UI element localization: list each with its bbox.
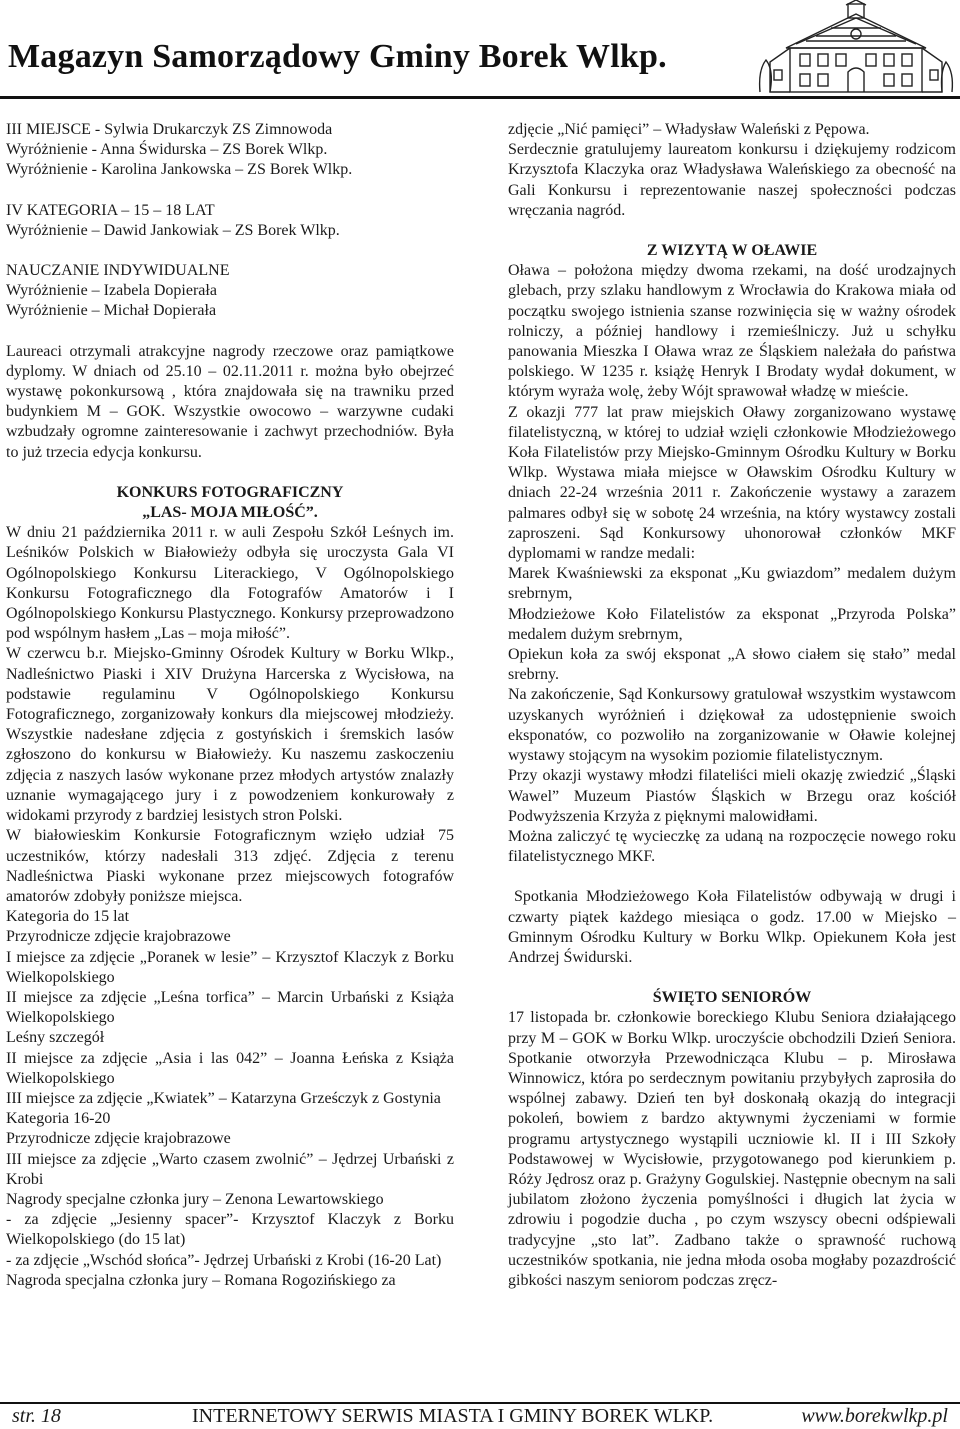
medal-line: Opiekun koła za swój eksponat „A słowo ciałem się stało” medal srebrny.	[508, 646, 956, 684]
page-number: str. 18	[12, 1405, 61, 1427]
results-line: II miejsce za zdjęcie „Leśna torfica” – Marcin Urbański z Książa Wielkopolskiego	[6, 988, 454, 1027]
paragraph: W dniu 21 października 2011 r. w auli Zespołu Szkół Leśnych im. Leśników Polskich w Białowieży odbyła się uroczysta Gala VI Ogólnopolskiego Konkursu Literackiego, V Ogólnopolskiego Konkursu Fotograficznego dla Fotografów Amatorów i I Ogólnopolskiego Konkursu Plastycznego. Konkursy przeprowadzono pod wspólnym hasłem „Las – moja miłość”.	[6, 524, 454, 643]
paragraph: Przy okazji wystawy młodzi filateliści mieli okazję zwiedzić „Śląski Wawel” Muzeum Piastów Śląskich w Brzegu oraz kościół Podwyższenia Krzyża z pięknymi malowidłami.	[508, 767, 956, 825]
award-line: Wyróżnienie – Dawid Jankowiak – ZS Borek Wlkp.	[6, 221, 340, 239]
results-line: II miejsce za zdjęcie „Asia i las 042” – Joanna Łeńska z Książa Wielkopolskiego	[6, 1049, 454, 1087]
footer-website-link[interactable]: www.borekwlkp.pl	[801, 1405, 948, 1427]
results-line: Przyrodnicze zdjęcie krajobrazowe	[6, 1130, 231, 1148]
paragraph: W białowieskim Konkursie Fotograficznym wzięło udział 75 uczestników, którzy nadesłali 313 zdjęć. Zdjęcia z terenu Nadleśnictwa Piaski wykonane przez miejscowych fotografów amatorów zdobyły poniższe miejsca.	[6, 827, 454, 905]
page-header	[0, 0, 960, 110]
paragraph: Z okazji 777 lat praw miejskich Oławy zorganizowano wystawę filatelistyczną, w której to udział wzięli członkowie Młodzieżowego Koła Filatelistów przy Miejsko-Gminnym Ośrodku Kultury w Borku Wlkp. Wystawa miała miejsce w Oławskim Ośrodku Kultury w dniach 22-24 września 2011 r. Zakończenie wystawy a zarazem palmares odbył się w sobotę 24 września, na który wystawcy zostali zaproszeni. Sąd Konkursowy uhonorował członków MKF dyplomami w randze medali:	[508, 403, 956, 563]
paragraph: Można zaliczyć tę wycieczkę za udaną na rozpoczęcie nowego roku filatelistycznego MKF.	[508, 827, 956, 866]
medal-line: Marek Kwaśniewski za eksponat „Ku gwiazdom” medalem dużym srebrnym,	[508, 565, 956, 603]
results-line: Przyrodnicze zdjęcie krajobrazowe	[6, 928, 231, 946]
results-line: Nagrody specjalne członka jury – Zenona Lewartowskiego	[6, 1190, 384, 1208]
award-line: III MIEJSCE - Sylwia Drukarczyk ZS Zimnowoda	[6, 121, 333, 138]
award-line: Wyróżnienie - Anna Świdurska – ZS Borek Wlkp.	[6, 141, 328, 159]
results-line: III miejsce za zdjęcie „Kwiatek” – Katarzyna Grześczyk z Gostynia	[6, 1089, 441, 1107]
award-line: Wyróżnienie - Karolina Jankowska – ZS Borek Wlkp.	[6, 161, 353, 179]
results-line: Kategoria 16-20	[6, 1110, 111, 1128]
page-footer	[0, 1405, 960, 1429]
results-line: - za zdjęcie „Wschód słońca”- Jędrzej Urbański z Krobi (16-20 Lat)	[6, 1251, 442, 1269]
results-line: III miejsce za zdjęcie „Warto czasem zwolnić” – Jędrzej Urbański z Krobi	[6, 1150, 454, 1188]
results-line: Nagroda specjalna członka jury – Romana Rogozińskiego za	[6, 1271, 396, 1289]
footer-service-title: INTERNETOWY SERWIS MIASTA I GMINY BOREK WLKP.	[192, 1405, 714, 1427]
header-divider	[0, 96, 960, 99]
town-hall-building-icon	[756, 0, 956, 95]
magazine-title: Magazyn Samorządowy Gminy Borek Wlkp.	[8, 38, 667, 75]
category-line: IV KATEGORIA – 15 – 18 LAT	[6, 201, 215, 219]
results-line: - za zdjęcie „Jesienny spacer”- Krzysztof Klaczyk z Borku Wielkopolskiego (do 15 lat)	[6, 1211, 454, 1249]
paragraph: Na zakończenie, Sąd Konkursowy gratulował wszystkim wystawcom uzyskanych wyróżnień i dziękował za udostępnienie swoich eksponatów, co pozwoliło na zorganizowanie w Oławie kolejnej wystawy stojącym na wysokim poziomie filatelistycznym.	[508, 686, 956, 765]
right-column	[508, 120, 956, 1291]
left-column	[6, 120, 454, 1291]
medal-line: Młodzieżowe Koło Filatelistów za eksponat „Przyroda Polska” medalem dużym srebrnym,	[508, 605, 956, 643]
section-heading: KONKURS FOTOGRAFICZNY	[116, 483, 344, 501]
results-line: I miejsce za zdjęcie „Poranek w lesie” – Krzysztof Klaczyk z Borku Wielkopolskiego	[6, 948, 454, 986]
footer-divider	[0, 1402, 960, 1404]
paragraph: Oława – położona między dwoma rzekami, na dość urodzajnych glebach, przy szlaku handlowym z Wrocławia do Krakowa miała od początku swojego istnienia szanse rozwinięcia się w ważny ośrodek rolniczy, a później handlowy i rzemieślniczy. Już u schyłku panowania Mieszka I Oława wraz ze Śląskiem należała do państwa polskiego. W 1235 r. książę Henryk I Brodaty wydał dokument, w którym wyraża wolę, żeby Wójt sprawował władzę w mieście.	[508, 262, 956, 401]
results-line: Kategoria do 15 lat	[6, 908, 130, 926]
results-line: Leśny szczegół	[6, 1029, 105, 1047]
paragraph: Laureaci otrzymali atrakcyjne nagrody rzeczowe oraz pamiątkowe dyplomy. W dniach od 25.10 – 02.11.2011 r. można było obejrzeć wystawę pokonkursową , która znajdowała się na trawniku przed budynkiem M – GOK. Wszystkie owocowo – warzywne cudaki wzbudzały ogromne zainteresowanie i zachwyt przechodniów. Była to już trzecia edycja konkursu.	[6, 342, 454, 461]
award-line: Wyróżnienie – Michał Dopierała	[6, 302, 217, 320]
section-heading: ŚWIĘTO SENIORÓW	[652, 989, 812, 1007]
award-line: Wyróżnienie – Izabela Dopierała	[6, 282, 217, 300]
paragraph: 17 listopada br. członkowie boreckiego Klubu Seniora działającego przy M – GOK w Borku Wlkp. uroczyście obchodzili Dzień Seniora. Spotkanie otworzyła Przewodnicząca Klubu – p. Mirosława Winnowicz, która po serdecznym powitaniu przybyłych zaprosiła do wspólnej zabawy. Dzień ten był doskonałą okazją do integracji pokoleń, bowiem z bardzo aktywnymi życzeniami w formie programu artystycznego wystąpili uczniowie kl. II i III Szkoły Podstawowej w Wycisłowie, przygotowanego pod kierunkiem p. Róży Jędrosz oraz p. Grażyny Gogulskiej. Następnie obecnym na sali jubilatom złożono życzenia pomyślności i długich lat życia w zdrowiu i pogodzie ducha , po czym wszyscy obecni odśpiewali tradycyjne „sto lat”. Zadbano także o sprawność ruchową uczestników spotkania, nie jedna młoda osoba mogłaby pozazdrościć gibkości naszym seniorom podczas zręcz-	[508, 1009, 956, 1289]
paragraph: W czerwcu b.r. Miejsko-Gminny Ośrodek Kultury w Borku Wlkp., Nadleśnictwo Piaski i XIV Drużyna Harcerska z Wycisłowa, na podstawie regulaminu V Ogólnopolskiego Konkursu Fotograficznego, zorganizowały konkurs dla miejscowej młodzieży. Wszystkie nadesłane zdjęcia z gostyńskich i śremskich lasów zgłoszono do konkursu w Białowieży. Ku naszemu zaskoczeniu zdjęcia z naszych lasów wykonane przez młodych artystów znalazły uznanie wymagającego jury i z powodzeniem konkurowały z widokami przyrody z bardziej lesistych stron Polski.	[6, 645, 454, 825]
paragraph: zdjęcie „Nić pamięci” – Władysław Waleński z Pępowa.	[508, 121, 870, 138]
section-heading: Z WIZYTĄ W OŁAWIE	[646, 242, 818, 260]
category-line: NAUCZANIE INDYWIDUALNE	[6, 262, 230, 280]
section-subheading: „LAS- MOJA MIŁOŚĆ”.	[142, 504, 318, 522]
paragraph: Serdecznie gratulujemy laureatom konkursu i dziękujemy rodzicom Krzysztofa Klaczyka oraz Władysława Waleńskiego za obecność na Gali Konkursu i reprezentowanie naszej społeczności podczas wręczania nagród.	[508, 141, 956, 219]
paragraph: Spotkania Młodzieżowego Koła Filatelistów odbywają w drugi i czwarty piątek każdego miesiąca o godz. 17.00 w Miejsko – Gminnym Ośrodku Kultury w Borku Wlkp. Opiekunem Koła jest Andrzej Świdurski.	[508, 888, 956, 966]
